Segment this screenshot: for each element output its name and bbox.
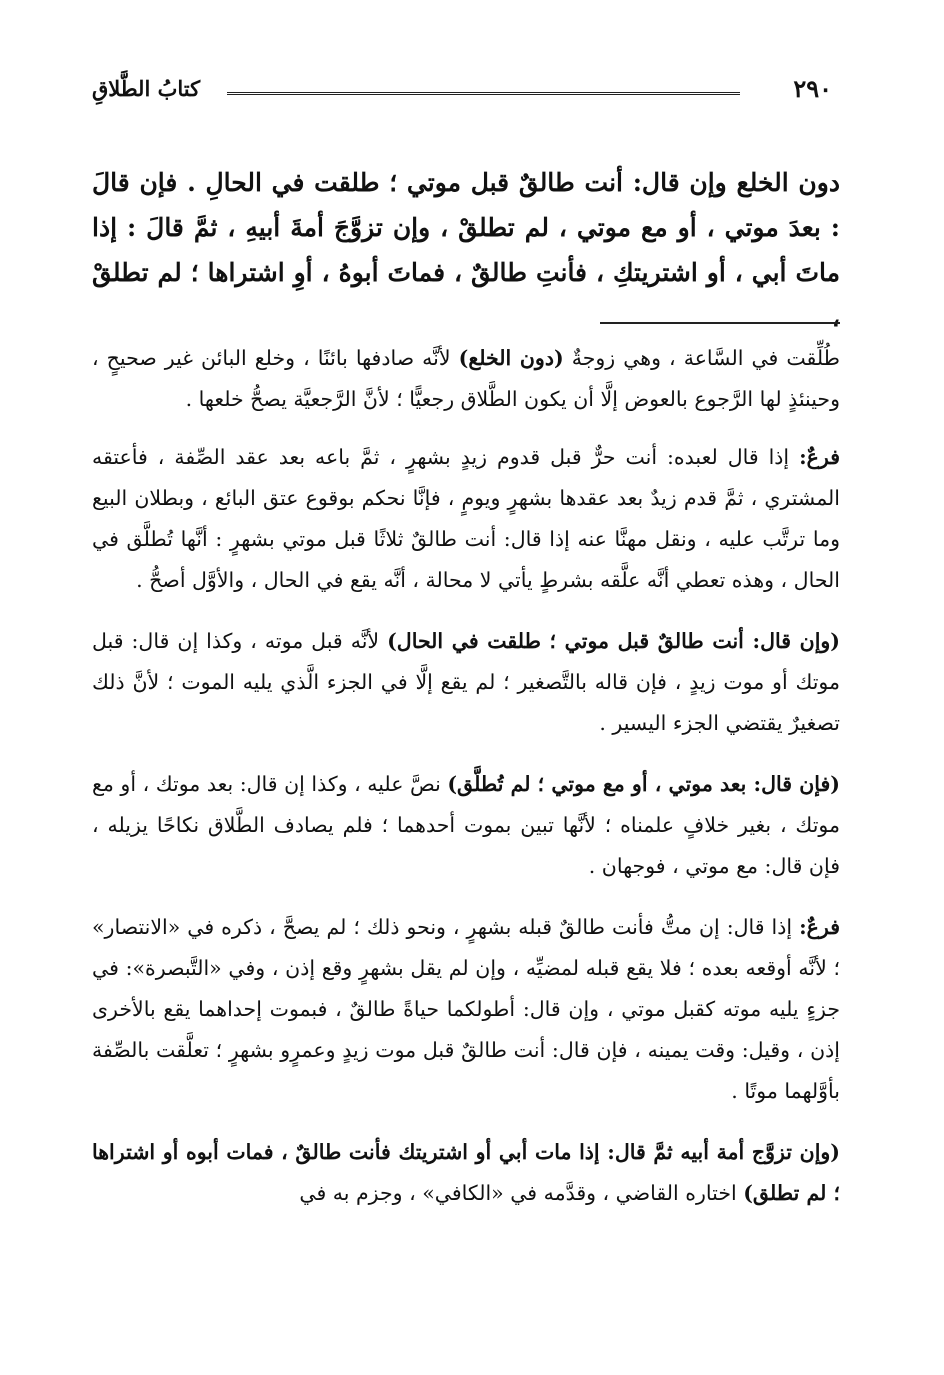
- commentary-paragraph-6: (وإن تزوَّج أمة أبيه ثمَّ قال: إذا مات أبي أو اشتريتك فأنت طالقٌ ، فمات أبوه أو اشتراها ؛ لم تطلق) اختاره القاضي ، وقدَّمه في «الكافي» ، وجزم به في: [92, 1140, 840, 1205]
- commentary: [92, 338, 840, 1234]
- header-rule: [227, 92, 740, 95]
- quoted-matn: (فإن قال: بعد موتي ، أو مع موتي ؛ لم تُطلَّق): [447, 772, 840, 796]
- commentary-paragraph-3: (وإن قال: أنت طالقٌ قبل موتي ؛ طلقت في الحال) لأنَّه قبل موته ، وكذا إن قال: قبل موتك أو موت زيدٍ ، فإن قاله بالتَّصغير ؛ لم يقع إلَّا في الجزء الَّذي يليه الموت ؛ لأنَّ ذلك تصغيرٌ يقتضي الجزء اليسير .: [92, 629, 840, 735]
- matn-paragraph: دون الخلع وإن قال: أنت طالقٌ قبل موتي ؛ طلقت في الحالِ . فإن قالَ : بعدَ موتي ، أو مع موتي ، لم تطلقْ ، وإن تزوَّجَ أمةَ أبيهِ ، ثمَّ قالَ : إذا ماتَ أبي ، أو اشتريتكِ ، فأنتِ طالقٌ ، فماتَ أبوهُ ، أوِ اشتراها ؛ لم تطلقْ ،: [92, 168, 840, 332]
- far-label: فرعٌ:: [799, 915, 840, 939]
- commentary-paragraph-4: (فإن قال: بعد موتي ، أو مع موتي ؛ لم تُطلَّق) نصَّ عليه ، وكذا إن قال: بعد موتك ، أو مع موتك ، بغير خلافٍ علمناه ؛ لأنَّها تبين بموت أحدهما ؛ فلم يصادف الطَّلاق نكاحًا يزيله ، فإن قال: مع موتي ، فوجهان .: [92, 772, 840, 878]
- far-label: فرعٌ:: [799, 445, 840, 469]
- matn-text: [92, 160, 840, 340]
- quoted-matn: (وإن قال: أنت طالقٌ قبل موتي ؛ طلقت في الحال): [387, 629, 840, 653]
- page-number: ٢٩٠: [793, 74, 832, 103]
- quoted-matn: (دون الخلع): [458, 346, 564, 370]
- commentary-paragraph-2: فرعٌ: إذا قال لعبده: أنت حرٌّ قبل قدوم زيدٍ بشهرٍ ، ثمَّ باعه بعد عقد الصِّفة ، فأعتقه المشتري ، ثمَّ قدم زيدٌ بعد عقدها بشهرٍ ويومٍ ، فإنَّا نحكم بوقوع عتق البائع ، وبطلان البيع وما ترتَّب عليه ، ونقل مهنَّا عنه إذا قال: أنت طالقٌ ثلاثًا قبل موتي بشهرٍ : أنَّها تُطلَّق في الحال ، وهذه تعطي أنَّه علَّقه بشرطٍ يأتي لا محالة ، أنَّه يقع في الحال ، والأوَّل أصحُّ .: [92, 445, 840, 592]
- commentary-paragraph-1: طُلِّقت في السَّاعة ، وهي زوجةٌ (دون الخلع) لأنَّه صادفها بائنًا ، وخلع البائن غير صحيحٍ ، وحينئذٍ لها الرَّجوع بالعوض إلَّا أن يكون الطَّلاق رجعيًّا ؛ لأنَّ الرَّجعيَّة يصحُّ خلعها .: [92, 346, 840, 411]
- page-header: [92, 70, 832, 110]
- commentary-separator: [600, 322, 840, 324]
- quoted-matn: (وإن تزوَّج أمة أبيه ثمَّ قال: إذا مات أبي أو اشتريتك فأنت طالقٌ ، فمات أبوه أو اشتراها ؛ لم تطلق): [92, 1140, 840, 1205]
- commentary-paragraph-5: فرعٌ: إذا قال: إن متُّ فأنت طالقٌ قبله بشهرٍ ، ونحو ذلك ؛ لم يصحَّ ، ذكره في «الانتصار» ؛ لأنَّه أوقعه بعده ؛ فلا يقع قبله لمضيِّه ، وإن لم يقل بشهرٍ وقع إذن ، وفي «التَّبصرة»: في جزءٍ يليه موته كقبل موتي ، وإن قال: أطولكما حياةً طالقٌ ، فبموت إحداهما يقع بالأخرى إذن ، وقيل: وقت يمينه ، فإن قال: أنت طالقٌ قبل موت زيدٍ وعمرٍو بشهرٍ ؛ تعلَّقت بالصِّفة بأوَّلهما موتًا .: [92, 915, 840, 1103]
- book-title: كتابُ الطَّلاقِ: [92, 76, 201, 101]
